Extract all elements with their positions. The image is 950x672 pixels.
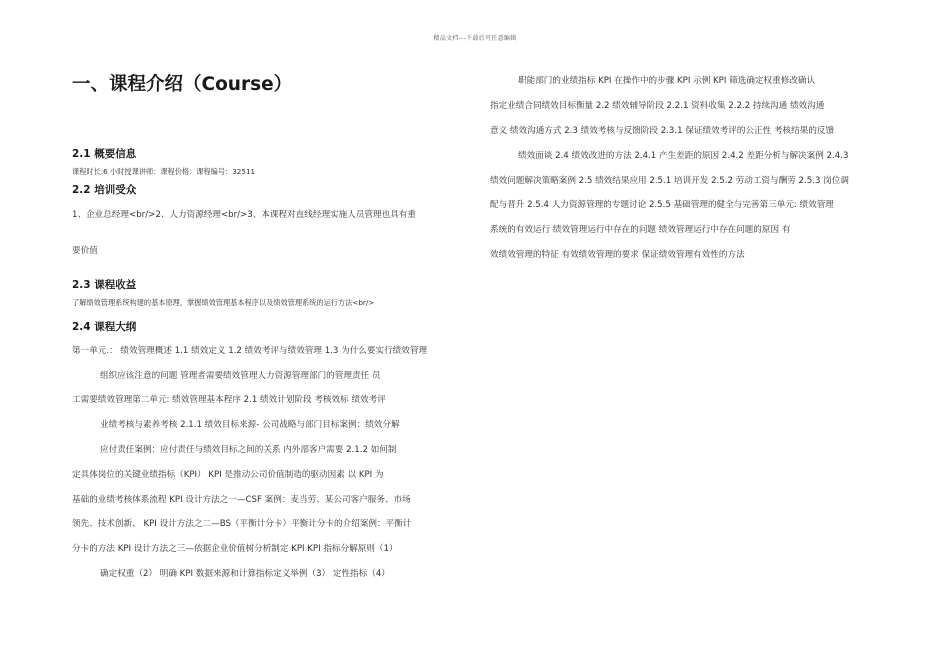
overview-text: 课程时长:6 小时授课讲师：课程价格：课程编号：32511 <box>72 167 256 176</box>
outline-line: 基础的业绩考核体系流程 KPI 设计方法之一—CSF 案例：麦当劳、某公司客户服务、市场 <box>72 495 411 505</box>
section-heading-audience: 2.2 培训受众 <box>72 184 137 196</box>
outline-right-line: 意义 绩效沟通方式 2.3 绩效考核与反馈阶段 2.3.1 保证绩效考评的公正性 考核结果的反馈 <box>490 126 835 136</box>
outline-line: 组织应该注意的问题 管理者需要绩效管理人力资源管理部门的管理责任 员 <box>100 371 381 381</box>
outline-right-line: 效绩效管理的特征 有效绩效管理的要求 保证绩效管理有效性的方法 <box>490 250 745 260</box>
section-heading-benefits: 2.3 课程收益 <box>72 279 137 291</box>
outline-line: 业绩考核与素养考核 2.1.1 绩效目标来源- 公司战略与部门目标案例：绩效分解 <box>100 420 400 430</box>
page-header: 精品文档---下载后可任意编辑 <box>433 35 517 42</box>
outline-right-line: 指定业绩合同绩效目标衡量 2.2 绩效辅导阶段 2.2.1 资料收集 2.2.2 持续沟通 绩效沟通 <box>490 101 825 111</box>
outline-right-line: 系统的有效运行 绩效管理运行中存在的问题 绩效管理运行中存在问题的原因 有 <box>490 225 791 235</box>
outline-right-line: 绩效问题解决策略案例 2.5 绩效结果应用 2.5.1 培训开发 2.5.2 劳动工资与酬劳 2.5.3 岗位调 <box>490 176 849 186</box>
outline-line: 第一单元.： 绩效管理概述 1.1 绩效定义 1.2 绩效考评与绩效管理 1.3 为什么要实行绩效管理 <box>72 346 428 356</box>
benefits-text: 了解绩效管理系统构建的基本原理，掌握绩效管理基本程序以及绩效管理系统的运行方法<br/> <box>72 298 375 307</box>
outline-line: 定具体岗位的关键业绩指标（KPI） KPI 是推动公司价值制造的驱动因素 以 KPI 为 <box>72 470 384 480</box>
outline-right-line: 绩效面谈 2.4 绩效改进的方法 2.4.1 产生差距的原因 2.4.2 差距分析与解决案例 2.4.3 <box>518 151 849 161</box>
outline-line: 领先、技术创新、 KPI 设计方法之二—BS（平衡计分卡）平衡计分卡的介绍案例：平衡计 <box>72 519 412 529</box>
outline-line: 应付责任案例：应付责任与绩效目标之间的关系 内外部客户需要 2.1.2 如何制 <box>100 445 397 455</box>
audience-line: 要价值 <box>72 246 98 256</box>
outline-right-line: 职能部门的业绩指标 KPI 在操作中的步骤 KPI 示例 KPI 筛选确定权重修改确认 <box>518 76 816 86</box>
section-heading-overview: 2.1 概要信息 <box>72 148 137 160</box>
section-heading-outline: 2.4 课程大纲 <box>72 321 137 333</box>
outline-line: 确定权重（2） 明确 KPI 数据来源和计算指标定义举例（3） 定性指标（4） <box>100 569 390 579</box>
audience-line: 1、企业总经理<br/>2、人力资源经理<br/>3、本课程对直线经理实施人员管理也具有重 <box>72 210 416 220</box>
outline-right-line: 配与晋升 2.5.4 人力资源管理的专题讨论 2.5.5 基础管理的健全与完善第三单元: 绩效管理 <box>490 200 834 210</box>
outline-line: 分卡的方法 KPI 设计方法之三—依据企业价值树分析制定 KPI KPI 指标分解原则（1） <box>72 544 398 554</box>
outline-line: 工需要绩效管理第二单元: 绩效管理基本程序 2.1 绩效计划阶段 考核效标 绩效考评 <box>72 395 386 405</box>
page-title: 一、课程介绍（Course） <box>72 74 293 95</box>
